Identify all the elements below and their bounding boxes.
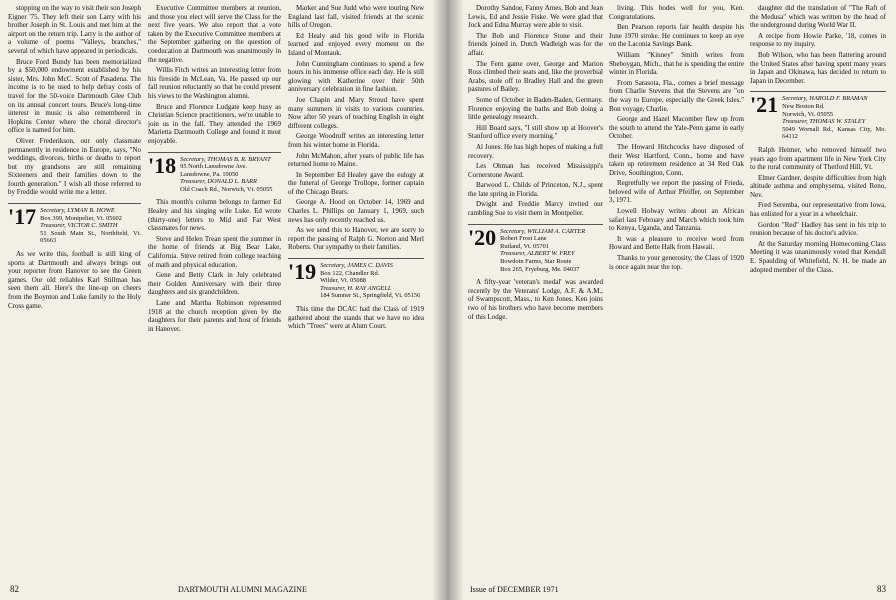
class-secretary-info <box>40 207 141 245</box>
paragraph: From Sarasota, Fla., comes a brief message from Charlie Stevens that the Stevens are "on the way to Europe, especially the Greek Isles." Bon voyage, Charlie. <box>609 78 744 113</box>
paragraph: Willis Fitch writes an interesting letter from his fireside in McLean, Va. He passed up our fall reunion reluctantly so that he could present his views to the Washington alumni. <box>148 66 281 100</box>
paragraph: Thanks to your generosity, the Class of 1920 is once again near the top. <box>609 254 744 271</box>
class-heading-1918 <box>148 152 281 194</box>
paragraph: George Woodruff writes an interesting letter from his winter home in Florida. <box>288 132 424 149</box>
secretary-line: Secretary, THOMAS B. R. BRYANT <box>180 155 271 163</box>
treasurer-line: Treasurer, DONALD L. BARR <box>180 178 257 186</box>
class-heading-1919 <box>288 258 424 300</box>
paragraph: Gene and Betty Clark in July celebrated their Golden Anniversary with their three daughters and six grandchildren. <box>148 271 281 297</box>
class-secretary-info <box>782 95 886 141</box>
paragraph: This month's column belongs to farmer Ed Healey and his singing wife Luke. Ed wrote (thirty-one) letters to Mid and Far West classmates for news. <box>148 198 281 233</box>
class-secretary-info <box>180 156 272 194</box>
paragraph: George A. Hood on October 14, 1969 and Charles L. Phillips on January 1, 1969, such news has only recently reached us. <box>288 198 424 224</box>
address-line: 184 Sumner St., Springfield, Vt. 05156 <box>320 292 421 300</box>
page-number: 83 <box>877 584 886 594</box>
paragraph: Joe Chapin and Mary Stroud have spent many summers in visits to various countries. Now after 50 years of teaching English in eight different colleges. <box>288 95 424 130</box>
paragraph: As we send this to Hanover, we are sorry to report the passing of Ralph G. Norton and Merl Roberts. Our sympathy to their families. <box>288 226 424 252</box>
paragraph: This time the DCAC had the Class of 1919 gathered about the stands that we have no idea which "Trees" were at Alum Court. <box>288 305 424 331</box>
paragraph: Elmer Gardner, despite difficulties from high altitude asthma and emphysema, visited Reno, Nev. <box>750 173 886 199</box>
paragraph: Gordon "Red" Hadley has sent in his trip to reunion because of his doctor's advice. <box>750 220 886 238</box>
paragraph: Steve and Helen Trean spent the summer in the home of friends at Big Bear Lake, California. Steve retired from college teaching of math and physical education. <box>148 234 281 269</box>
paragraph: Ed Healy and his good wife in Florida learned and enjoyed every moment on the Island of Montauk. <box>288 31 424 57</box>
address-line: 51 South Main St., Northfield, Vt. 05663 <box>40 229 141 245</box>
address-line: 5049 Wornall Rd., Kansas City, Mo. 64112 <box>782 125 886 141</box>
paragraph: Bruce and Florence Ludgate keep busy as Christian Science practitioners, we're unable to join us in the fall. They attended the 1969 Marietta Dartmouth College and found it most enjoyable. <box>148 102 281 145</box>
paragraph: A recipe from Howie Parke, '18, comes in response to my inquiry. <box>750 31 886 49</box>
paragraph: Ralph Heimer, who removed himself two years ago from apartment life in New York City to the rural community of Thetford Hill, Vt. <box>750 145 886 172</box>
address-line: Bowdoin Farms, Star Route <box>500 258 572 266</box>
paragraph: It was a pleasure to receive word from Howard and Bette Halk from Hawaii. <box>609 234 744 252</box>
right-page <box>448 0 896 600</box>
address-line: Old Coach Rd., Norwich, Vt. 05055 <box>180 185 273 193</box>
class-year: '17 <box>8 204 37 230</box>
paragraph: Ben Pearson reports fair health despite his June 1970 stroke. He continues to keep an eye on the Laconia Savings Bank. <box>609 23 744 49</box>
right-column-2 <box>609 4 744 574</box>
treasurer-line: Treasurer, THOMAS W. STALEY <box>782 118 866 126</box>
paragraph: The Bob and Florence Stone and their friends joined in. Dutch Wadleigh was for the affair. <box>468 31 603 57</box>
secretary-line: Secretary, HAROLD F. BRAMAN <box>782 95 868 103</box>
paragraph: daughter did the translation of "The Raft of the Medusa" which was written by the head of the underground during World War II. <box>750 4 886 30</box>
paragraph: Bob Wilson, who has been flattering around the United States after having spent many years in Japan and Okinawa, has decided to return to Japan in December. <box>750 50 886 85</box>
class-heading-1921 <box>750 91 886 141</box>
treasurer-line: Treasurer, VICTOR C. SMITH <box>40 222 118 230</box>
address-line: Lansdowne, Pa. 19050 <box>180 170 239 178</box>
class-year: '21 <box>750 92 779 118</box>
right-column-1 <box>468 4 603 574</box>
paragraph: stopping on the way to visit their son Joseph Eigner '75. They left their son Larry with his brother Joseph in St. Louis and met him at the airport on the return trip. Larry is the author of a volume of poems "Valleys, branches," several of which have appeared in periodicals. <box>8 4 141 55</box>
paragraph: As we write this, football is still king of sports at Dartmouth and always brings out your reporter from Hanover to see the Green games. Our old reliables Karl Stillman has seen them all. Here's the line-up on cheers from the Boynton and Luke family to the Holy Cross game. <box>8 250 141 310</box>
paragraph: George and Hazel Macomber flew up from the south to attend the Yale-Penn game in early October. <box>609 115 744 141</box>
class-year: '18 <box>148 152 177 178</box>
paragraph: In September Ed Healey gave the eulogy at the funeral of George Trollope, former captain of the Chicago Bears. <box>288 170 424 196</box>
paragraph: Dorothy Sandoe, Fanny Ames, Bob and Jean Lewis, Ed and Jessie Fiske. We were glad that Jock and Edna Murray were able to visit. <box>468 4 603 30</box>
paragraph: John Cunningham continues to spend a few hours in his immense office each day. He is still glowing with Katherine over their 50th anniversary celebration in fine fashion. <box>288 59 424 94</box>
class-secretary-info <box>320 262 420 300</box>
treasurer-line: Treasurer, ALBERT W. FREY <box>500 250 575 258</box>
address-line: Norwich, Vt. 05055 <box>782 110 834 118</box>
paragraph: Lane and Martha Robinson represented 1918 at the church reception given by the daughters for their parents and host of friends in Hanover. <box>148 299 281 333</box>
paragraph: Bruce Ford Bundy has been memorialized by a $50,000 endowment established by his sister, Mrs. John McC. Scott of Pasadena. The income is to be used to help defray costs of travel for the 50-voice Dartmouth Glee Club on its annual concert tours. Bruce's long-time interest in music is also remembered in Hopkins Center where the choral director's office is named for him. <box>8 57 141 135</box>
paragraph: John McMahon, after years of public life has returned home to Maine. <box>288 151 424 169</box>
address-line: Box 399, Montpelier, Vt. 05602 <box>40 214 122 222</box>
paragraph: Les Ohman has received Mississippi's Cornerstone Award. <box>468 162 603 179</box>
paragraph: Al Jones. He has high hopes of making a full recovery. <box>468 142 603 160</box>
paragraph: The Howard Hitchcocks have disposed of their West Hartford, Conn., home and have taken up retirement residence at 34 Red Oak Drive, Southington, Conn. <box>609 142 744 177</box>
class-heading-1917 <box>8 203 141 245</box>
paragraph: Oliver Frederikson, our only classmate permanently in residence in Europe, says, "No weddings, divorces, births or deaths to report but my grandsons are still remaining Sixteeners and their families down to the fourth generation." I wish all those referred to by Freddie would write me a letter. <box>8 136 141 197</box>
secretary-line: Secretary, WILLIAM A. CARTER <box>500 227 586 235</box>
address-line: New Boston Rd. <box>782 102 825 110</box>
left-column-2 <box>148 4 281 574</box>
class-heading-1920 <box>468 224 603 274</box>
left-column-3 <box>288 4 424 574</box>
address-line: Robert Frost Lane <box>500 235 547 243</box>
paragraph: Some of October in Baden-Baden, Germany. Florence enjoying the baths and Bob doing a little genealogy research. <box>468 95 603 122</box>
paragraph: Executive Committee members at reunion, and those you elect will serve the Class for the next five years. We also report that a vote taken by the Executive Committee members at the September gathering on the question of coeducation at Dartmouth was unanimously in the negative. <box>148 4 281 64</box>
address-line: 95 North Lansdowne Ave. <box>180 163 248 171</box>
class-year: '19 <box>288 259 317 285</box>
paragraph: The Fern game over, George and Marion Ross climbed their seats and, like the proverbial Arabs, stole off to Bradley Hall and the green pastures of Bailey. <box>468 59 603 94</box>
paragraph: Barwood L. Childs of Princeton, N.J., spent the late spring in Florida. <box>468 181 603 198</box>
secretary-line: Secretary, LYMAN B. HOWE <box>40 207 115 215</box>
paragraph: At the Saturday morning Homecoming Class Meeting it was unanimously voted that Kendall E. Spaulding of Whitefield, N. H. be made an adopted member of the Class. <box>750 239 886 274</box>
magazine-name: DARTMOUTH ALUMNI MAGAZINE <box>178 585 307 594</box>
address-line: Box 122, Chandler Rd. <box>320 269 380 277</box>
paragraph: Dwight and Freddie Marcy invited our rambling Sue to visit them in Montpelier. <box>468 200 603 218</box>
paragraph: A fifty-year 'veteran's medal' was awarded recently by the Veterans' Lodge, A.F. & A.M., of Swampscott, Mass., to Ken Jones. Ken joins two of his brothers who have become members of this Lodge. <box>468 278 603 321</box>
paragraph: Lowell Holway writes about an African safari last February and March which took him to Kenya, Uganda, and Tanzania. <box>609 207 744 233</box>
paragraph: living. This bodes well for you, Ken. Congratulations. <box>609 4 744 21</box>
left-column-1 <box>8 4 141 574</box>
paragraph: Hill Board says, "I still show up at Hoover's Stanford office every morning." <box>468 123 603 141</box>
class-year: '20 <box>468 224 497 250</box>
address-line: Box 265, Fryeburg, Me. 04037 <box>500 265 580 273</box>
class-secretary-info <box>500 228 585 274</box>
address-line: Wilder, Vt. 05088 <box>320 277 366 285</box>
right-column-3 <box>750 4 886 574</box>
paragraph: William "Kinney" Smith writes from Sheboygan, Mich., that he is spending the entire winter in Florida. <box>609 50 744 77</box>
address-line: Rutland, Vt. 05701 <box>500 242 550 250</box>
issue-date: Issue of DECEMBER 1971 <box>470 585 559 594</box>
paragraph: Regretfully we report the passing of Frieda, beloved wife of Arthur Pfeiffer, on September 3, 1971. <box>609 179 744 205</box>
paragraph: Fred Seremba, our representative from Iowa, has enlisted for a year in a wheelchair. <box>750 201 886 219</box>
secretary-line: Secretary, JAMES C. DAVIS <box>320 262 393 270</box>
treasurer-line: Treasurer, H. RAY ANGELL <box>320 284 392 292</box>
paragraph: Marker and Sue Judd who were touring New England last fall, visited friends at the scenic hills of Oregon. <box>288 4 424 30</box>
page-number: 82 <box>10 584 19 594</box>
